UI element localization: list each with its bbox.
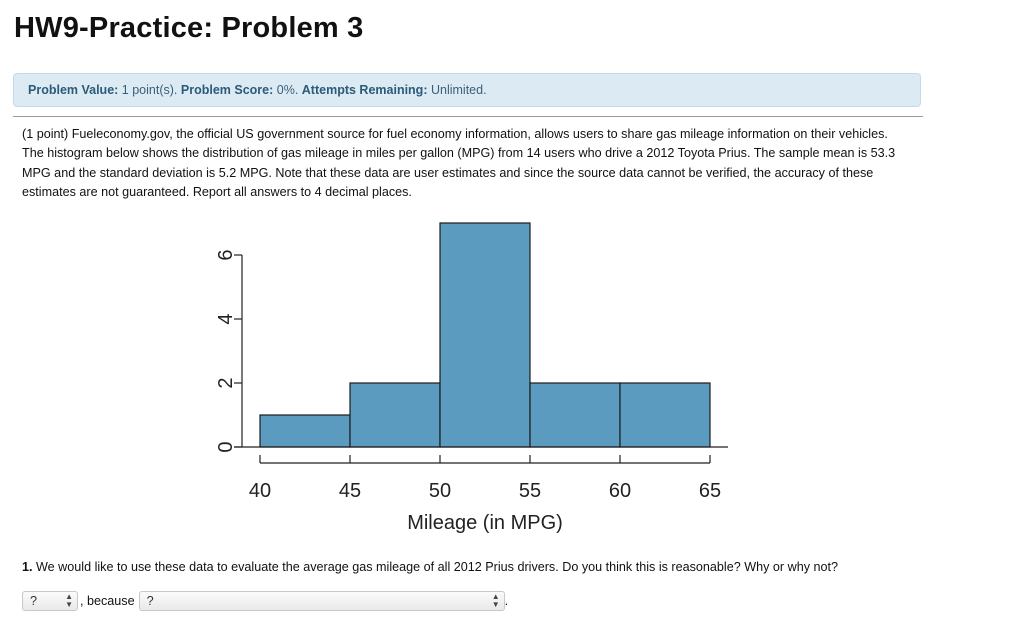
histogram-bar-45-50: [350, 383, 440, 447]
problem-statement: (1 point) Fueleconomy.gov, the official US government source for fuel economy information, allows users to share gas mileage information on their vehicles. The histogram below shows the distribution of gas mileage in miles per gallon (MPG) from 14 users who drive a 2012 Toyota Prius. The sample mean is 53.3 MPG and the standard deviation is 5.2 MPG. Note that these data are user estimates and since the source data cannot be verified, the accuracy of these estimates are not guaranteed. Report all answers to 4 decimal places.: [22, 127, 896, 200]
attempts-remaining: Unlimited.: [430, 83, 487, 97]
histogram-bar-60-65: [620, 383, 710, 447]
question-number: 1.: [22, 560, 33, 574]
problem-score: 0%.: [276, 83, 299, 97]
because-label: , because: [80, 594, 135, 608]
x-tick-label-65: 65: [698, 480, 722, 502]
problem-value-label: Problem Value:: [28, 83, 119, 97]
x-tick-label-40: 40: [248, 480, 272, 502]
y-tick-label-4: 4: [215, 313, 237, 325]
answer-row: [22, 590, 508, 612]
page-title: HW9-Practice: Problem 3: [14, 12, 364, 44]
reason-select[interactable]: [139, 591, 505, 611]
y-tick-label-6: 6: [215, 249, 237, 261]
select-arrows-icon: ▲ ▼: [491, 592, 500, 609]
x-tick-label-45: 45: [338, 480, 362, 502]
y-tick-label-0: 0: [215, 441, 237, 453]
problem-value: 1 point(s).: [121, 83, 178, 97]
reasonable-select[interactable]: [22, 591, 78, 611]
reason-select-value: ?: [146, 594, 154, 608]
select-arrows-icon: ▲ ▼: [65, 592, 73, 609]
x-tick-label-50: 50: [428, 480, 452, 502]
x-axis-title: Mileage (in MPG): [407, 512, 563, 534]
x-tick-label-60: 60: [608, 480, 632, 502]
question-1: [22, 560, 838, 574]
histogram-bar-50-55: [440, 223, 530, 447]
x-tick-label-55: 55: [518, 480, 542, 502]
problem-score-label: Problem Score:: [180, 83, 274, 97]
y-tick-label-2: 2: [215, 377, 237, 389]
reasonable-select-value: ?: [30, 594, 38, 608]
histogram-bar-55-60: [530, 383, 620, 447]
histogram-bar-40-45: [260, 415, 350, 447]
question-text: We would like to use these data to evaluate the average gas mileage of all 2012 Prius drivers. Do you think this is reasonable? Why or why not?: [36, 560, 839, 574]
attempts-remaining-label: Attempts Remaining:: [301, 83, 428, 97]
answer-end-period: .: [504, 594, 509, 608]
